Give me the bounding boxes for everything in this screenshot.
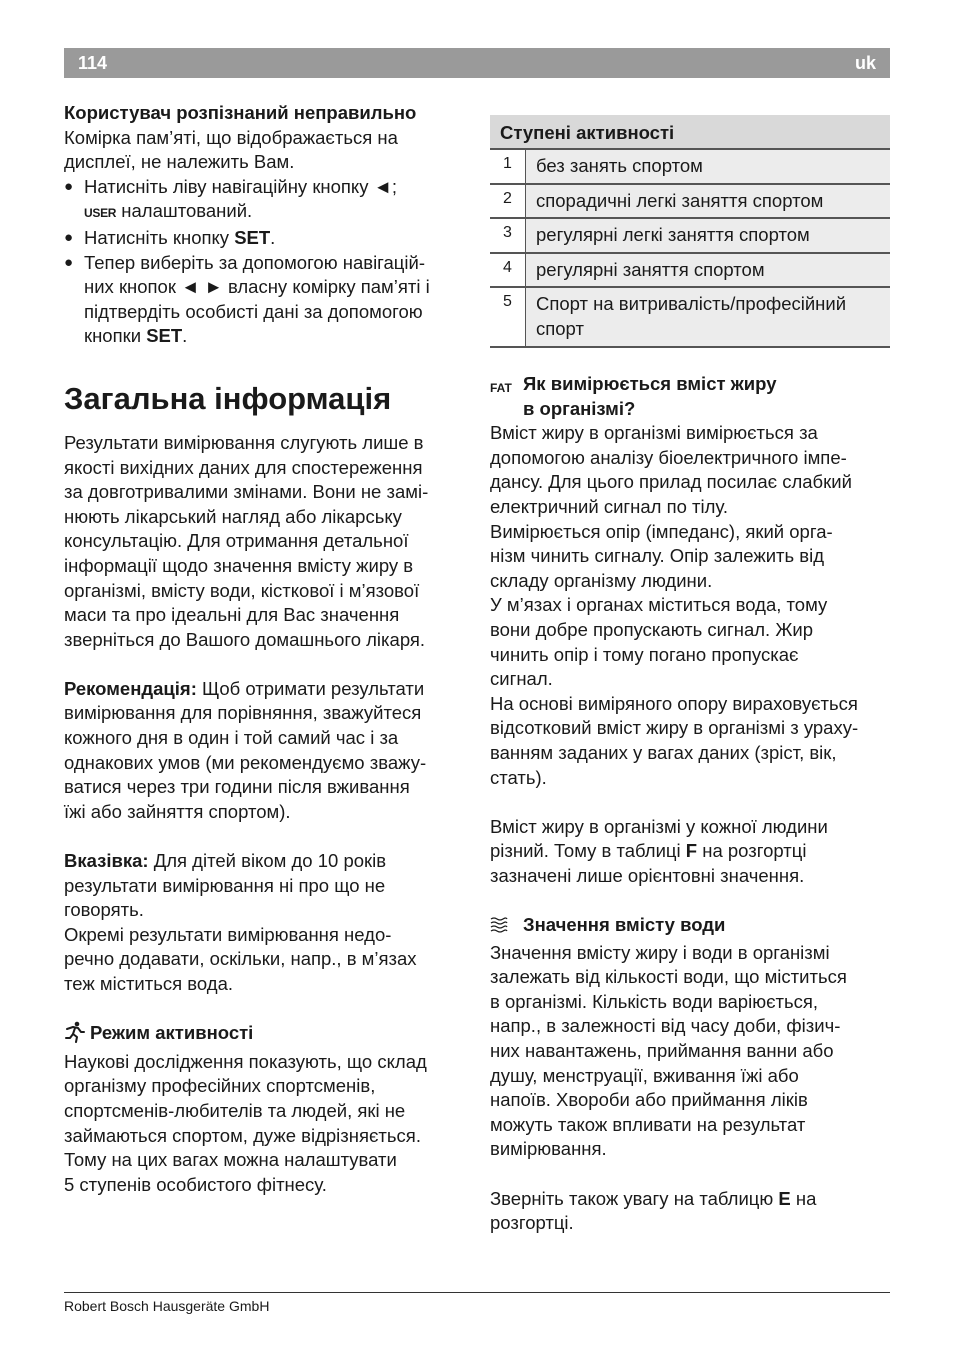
recommendation-paragraph xyxy=(64,677,464,825)
text-line: відсотковий вміст жиру в організмі з ураху- xyxy=(490,717,859,739)
text-line: за довготривалими змінами. Вони не замі- xyxy=(64,481,429,503)
note-paragraph xyxy=(64,849,464,997)
fat-heading xyxy=(490,372,890,421)
text-line: в організмі. Кількість води варіюється, xyxy=(490,990,819,1012)
activity-mode-heading xyxy=(64,1021,464,1050)
text-line: Наукові дослідження показують, що склад xyxy=(64,1050,427,1072)
text-line: організмі, вмісту води, кісткової і м’язової xyxy=(64,579,420,601)
water-heading xyxy=(490,913,890,941)
text-line: на розгортці xyxy=(697,840,807,862)
text-line: Для дітей віком до 10 років xyxy=(148,850,387,872)
fat-tag: FAT xyxy=(490,381,512,395)
set-key-label: SET xyxy=(234,226,271,248)
recommendation-label: Рекомендація: xyxy=(64,677,197,699)
table-row xyxy=(490,253,890,288)
language-code: uk xyxy=(854,53,876,73)
text-line: консультацію. Для отримання детальної xyxy=(64,530,409,552)
text-line: Окремі результати вимірювання недо- xyxy=(64,923,392,945)
text-line: на xyxy=(790,1187,817,1209)
text-line: Вимірюється опір (імпеданс), який орга- xyxy=(490,520,833,542)
fat-title: Як вимірюється вміст жиру xyxy=(523,373,777,394)
table-row xyxy=(490,218,890,253)
user-wrong-line: дисплеї, не належить Вам. xyxy=(64,151,295,173)
text-line: На основі виміряного опору вираховується xyxy=(490,692,858,714)
level-description: спорадичні легкі заняття спортом xyxy=(526,184,891,219)
water-title: Значення вмісту води xyxy=(523,914,726,936)
set-key-label: SET xyxy=(146,325,183,347)
text-line: душу, менструації, вживання їжі або xyxy=(490,1064,799,1086)
text-line: їжі або зайняття спортом). xyxy=(64,800,291,822)
text-line: говорять. xyxy=(64,899,144,921)
level-number: 1 xyxy=(490,149,526,184)
left-column xyxy=(64,101,464,1197)
instruction-text: підтвердіть особисті дані за допомогою xyxy=(84,300,423,322)
text-line: якості вихідних даних для спостереження xyxy=(64,456,423,478)
text-line: зазначені лише орієнтовні значення. xyxy=(490,864,805,886)
text-line: речно додавати, оскільки, напр., в м’язах xyxy=(64,948,417,970)
text-line: маси та про ідеальні для Вас значення xyxy=(64,604,400,626)
header-bar xyxy=(64,48,890,78)
text-line: Щоб отримати результати xyxy=(196,677,425,699)
user-wrong-title: Користувач розпізнаний неправильно xyxy=(64,102,417,123)
text-line: Зверніть також увагу на таблицю xyxy=(490,1187,779,1209)
footer-company: Robert Bosch Hausgeräte GmbH xyxy=(64,1298,270,1314)
text-line: складу організму людини. xyxy=(490,569,713,591)
table-ref-e: E xyxy=(778,1187,791,1209)
instruction-item xyxy=(64,226,464,251)
text-line: вони добре пропускають сигнал. Жир xyxy=(490,618,814,640)
text-line: займаються спортом, дуже відрізняється. xyxy=(64,1124,421,1146)
text-line: організму професійних спортсменів, xyxy=(64,1075,376,1097)
level-description: Спорт на витривалість/професійний спорт xyxy=(526,287,891,346)
text-line: ванням заданих у вагах даних (зріст, вік, xyxy=(490,741,837,763)
text-line: різний. Тому в таблиці xyxy=(490,840,686,862)
table-ref-f: F xyxy=(685,840,698,862)
instruction-text: Натисніть ліву навігаційну кнопку ◄; xyxy=(84,175,398,197)
runner-icon xyxy=(64,1021,90,1050)
text-line: стать). xyxy=(490,766,547,788)
instruction-text: налаштований. xyxy=(116,200,253,222)
text-line: спортсменів-любителів та людей, які не xyxy=(64,1099,406,1121)
instruction-text: Натисніть кнопку xyxy=(84,226,235,248)
text-line: допомогою аналізу біоелектричного імпе- xyxy=(490,446,847,468)
instruction-text: . xyxy=(182,325,188,347)
table-row xyxy=(490,287,890,346)
text-line: Значення вмісту жиру і води в організмі xyxy=(490,941,830,963)
text-line: Тому на цих вагах можна налаштувати xyxy=(64,1149,397,1171)
text-line: нюють лікарський нагляд або лікарську xyxy=(64,505,402,527)
instruction-text: кнопки xyxy=(84,325,147,347)
text-line: сигнал. xyxy=(490,668,553,690)
instruction-text: них кнопок ◄ ► власну комірку пам’яті і xyxy=(84,276,430,298)
instruction-item xyxy=(64,251,464,349)
text-line: вимірювання. xyxy=(490,1138,607,1160)
user-wrong-line: Комірка пам’яті, що відображається на xyxy=(64,126,398,148)
text-line: Вміст жиру в організмі у кожної людини xyxy=(490,815,828,837)
text-line: інформації щодо значення вмісту жиру в xyxy=(64,554,414,576)
text-line: ватися через три години після вживання xyxy=(64,776,410,798)
level-description: регулярні легкі заняття спортом xyxy=(526,218,891,253)
text-line: Результати вимірювання слугують лише в xyxy=(64,431,424,453)
text-line: них навантажень, приймання ванни або xyxy=(490,1040,834,1062)
water-waves-icon xyxy=(490,913,523,941)
text-line: однакових умов (ми рекомендуємо зважу- xyxy=(64,751,427,773)
text-line: напоїв. Хвороби або приймання ліків xyxy=(490,1089,808,1111)
text-line: залежать від кількості води, що міститься xyxy=(490,966,847,988)
text-line: кожного дня в один і той самий час і за xyxy=(64,727,399,749)
section-heading: Загальна інформація xyxy=(64,380,392,416)
general-paragraph xyxy=(64,431,464,652)
text-line: результати вимірювання ні про що не xyxy=(64,874,386,896)
text-line: вимірювання для порівняння, зважуйтеся xyxy=(64,702,422,724)
table-row xyxy=(490,149,890,184)
text-line: У м’язах і органах міститься вода, тому xyxy=(490,594,828,616)
fat-title: в організмі? xyxy=(523,397,636,419)
text-line: чинить опір і тому погано пропускає xyxy=(490,643,799,665)
table-header: Ступені активності xyxy=(490,115,890,149)
text-line: 5 ступенів особистого фітнесу. xyxy=(64,1173,327,1195)
text-line: нізм чинить сигналу. Опір залежить від xyxy=(490,545,825,567)
activity-mode-title: Режим активності xyxy=(90,1022,254,1044)
text-line: електричний сигнал по тілу. xyxy=(490,495,728,517)
text-line: зверніться до Вашого домашнього лікаря. xyxy=(64,628,426,650)
text-line: напр., в залежності від часу доби, фізич- xyxy=(490,1015,841,1037)
text-line: дансу. Для цього прилад посилає слабкий xyxy=(490,471,852,493)
instruction-text: Тепер виберіть за допомогою навігацій- xyxy=(84,251,426,273)
text-line: теж міститься вода. xyxy=(64,973,233,994)
level-number: 5 xyxy=(490,287,526,346)
user-tag: USER xyxy=(84,206,117,221)
level-description: регулярні заняття спортом xyxy=(526,253,891,288)
instruction-text: . xyxy=(270,226,276,248)
level-number: 2 xyxy=(490,184,526,219)
activity-levels-table xyxy=(490,115,890,348)
right-column xyxy=(490,372,890,1236)
page-number: 114 xyxy=(78,53,108,73)
text-line: Вміст жиру в організмі вимірюється за xyxy=(490,422,818,444)
table-row xyxy=(490,184,890,219)
note-label: Вказівка: xyxy=(64,850,149,872)
level-number: 3 xyxy=(490,218,526,253)
text-line: розгортці. xyxy=(490,1212,574,1234)
level-number: 4 xyxy=(490,253,526,288)
level-description: без занять спортом xyxy=(526,149,891,184)
instruction-item xyxy=(64,175,464,226)
footer-divider xyxy=(64,1292,890,1293)
text-line: можуть також впливати на результат xyxy=(490,1113,806,1135)
instruction-list xyxy=(64,175,464,349)
